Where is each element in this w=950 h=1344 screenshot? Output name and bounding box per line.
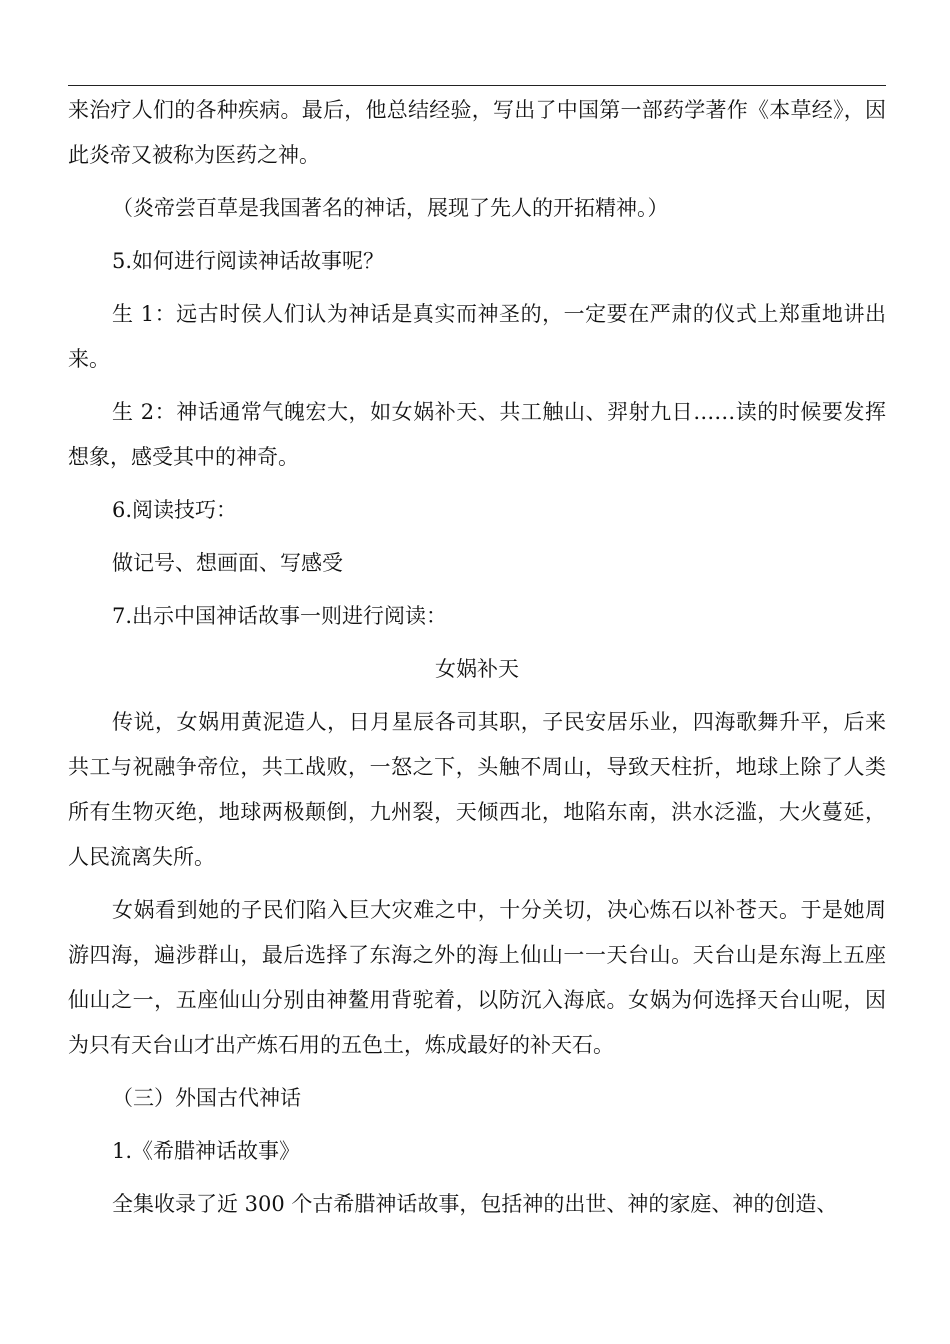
book-title-item: 1.《希腊神话故事》 (112, 1139, 301, 1163)
reading-tips: 做记号、想画面、写感受 (112, 551, 343, 575)
section-heading-5: 5.如何进行阅读神话故事呢？ (112, 249, 385, 273)
paragraph-note: （炎帝尝百草是我国著名的神话，展现了先人的开拓精神。） (112, 196, 669, 220)
story-paragraph: 女娲看到她的子民们陷入巨大灾难之中，十分关切，决心炼石以补苍天。于是她周游四海，遍涉群山，最后选择了东海之外的海上仙山一一天台山。天台山是东海上五座仙山之一，五座仙山分别由神鳌用背驼着，以防沉入海底。女娲为何选择天台山呢，因为只有天台山才出产炼石用的五色土，炼成最好的补天石。 (68, 898, 886, 1057)
document-page (68, 88, 886, 1235)
student-answer-2: 生 2：神话通常气魄宏大，如女娲补天、共工触山、羿射九日……读的时候要发挥想象，感受其中的神奇。 (68, 400, 886, 469)
header-rule (68, 85, 886, 86)
paragraph: 来治疗人们的各种疾病。最后，他总结经验，写出了中国第一部药学著作《本草经》，因此炎帝又被称为医药之神。 (68, 98, 886, 167)
story-paragraph: 传说，女娲用黄泥造人，日月星辰各司其职，子民安居乐业，四海歌舞升平，后来共工与祝融争帝位，共工战败，一怒之下，头触不周山，导致天柱折，地球上除了人类所有生物灭绝，地球两极颠倒，九州裂，天倾西北，地陷东南，洪水泛滥，大火蔓延，人民流离失所。 (68, 710, 886, 869)
section-heading-7: 7.出示中国神话故事一则进行阅读： (112, 604, 448, 628)
student-answer-1: 生 1：远古时侯人们认为神话是真实而神圣的，一定要在严肃的仪式上郑重地讲出来。 (68, 302, 886, 371)
paragraph: 全集收录了近 300 个古希腊神话故事，包括神的出世、神的家庭、神的创造、 (112, 1192, 838, 1216)
story-title: 女娲补天 (435, 657, 519, 681)
subsection-heading: （三）外国古代神话 (112, 1086, 301, 1110)
section-heading-6: 6.阅读技巧： (112, 498, 238, 522)
